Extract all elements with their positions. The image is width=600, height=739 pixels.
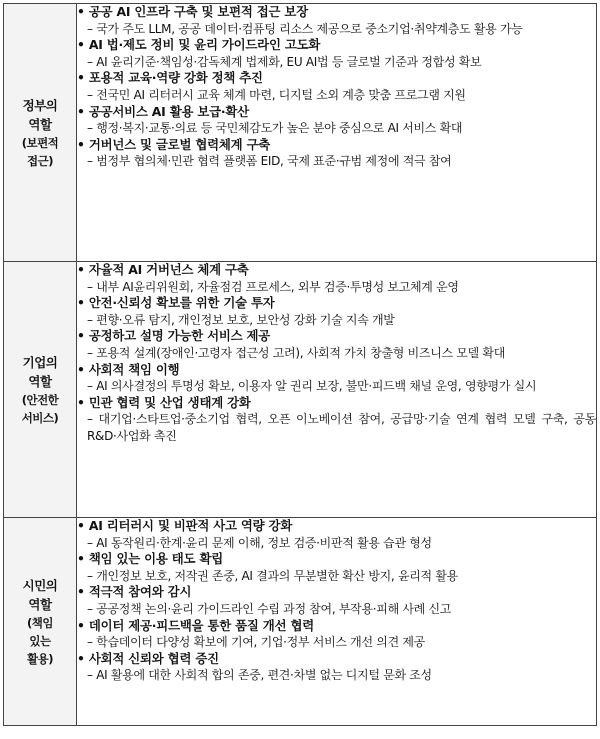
- item-heading: • AI 법·제도 정비 및 윤리 가이드라인 고도화: [77, 37, 321, 53]
- item-heading: • 사회적 책임 이행: [77, 361, 180, 377]
- content-cell-citizen: [77, 518, 597, 726]
- list-item: [77, 70, 596, 103]
- item-heading: • AI 리터러시 및 비판적 사고 역량 강화: [77, 518, 293, 533]
- item-detail: – 행정·복지·교통·의료 등 국민체감도가 높은 분야 중심으로 AI 서비스 확대: [87, 121, 463, 136]
- list-item: [77, 328, 596, 361]
- item-detail: – AI 의사결정의 투명성 확보, 이용자 알 권리 보장, 불만·피드백 채널 운영, 영향평가 실시: [87, 379, 537, 394]
- item-detail: – 내부 AI윤리위원회, 자율점검 프로세스, 외부 검증·투명성 보고체계 운영: [87, 279, 459, 294]
- item-heading: • 공공 AI 인프라 구축 및 보편적 접근 보장: [77, 4, 308, 19]
- list-item: [77, 104, 596, 137]
- item-heading: • 적극적 참여와 감시: [77, 584, 192, 600]
- item-detail: – 범정부 협의체·민관 협력 플랫폼 EID, 국제 표준·규범 제정에 적극 참여: [87, 154, 452, 169]
- item-detail: – AI 윤리기준·책임성·감독체계 법제화, EU AI법 등 글로벌 기준과 정합성 확보: [87, 54, 482, 69]
- role-title-line: 정부의: [22, 97, 58, 113]
- item-detail: – 학습데이터 다양성 확보에 기여, 기업·정부 서비스 개선 의견 제공: [87, 635, 425, 650]
- role-subtitle-line: (안전한: [21, 392, 59, 407]
- item-heading: • 포용적 교육·역량 강화 정책 추진: [77, 70, 263, 86]
- list-item: [77, 395, 596, 445]
- item-heading: • 민관 협력 및 산업 생태계 강화: [77, 394, 251, 410]
- table-row-government: [4, 4, 597, 262]
- list-item: [77, 137, 596, 170]
- item-heading: • 안전·신뢰성 확보를 위한 기술 투자: [77, 295, 275, 311]
- item-detail: – 개인정보 보호, 저작권 존중, AI 결과의 무분별한 확산 방지, 윤리적 활용: [87, 568, 458, 583]
- roles-table: [3, 3, 597, 726]
- item-detail: – 대기업·스타트업·중소기업 협력, 오픈 이노베이션 참여, 공급망·기술 연계 협력 모델 구축, 공동 R&D·사업화 촉진: [87, 412, 596, 443]
- item-detail: – 포용적 설계(장애인·고령자 접근성 고려), 사회적 가치 창출형 비즈니스 모델 확대: [87, 345, 505, 360]
- role-title-line: 시민의: [22, 577, 58, 593]
- list-item: [77, 651, 596, 684]
- item-detail: – 국가 주도 LLM, 공공 데이터·컴퓨팅 리소스 제공으로 중소기업·취약계층도 활용 가능: [87, 21, 523, 36]
- table-row-company: [4, 262, 597, 518]
- list-item: [77, 4, 596, 37]
- item-detail: – AI 동작원리·한계·윤리 문제 이해, 정보 검증·비판적 활용 습관 형성: [87, 535, 432, 550]
- role-subtitle-line: 접근): [27, 153, 53, 168]
- item-heading: • 자율적 AI 거버넌스 체계 구축: [77, 262, 249, 277]
- item-heading: • 데이터 제공·피드백을 통한 품질 개선 협력: [77, 617, 314, 633]
- roles-document: [3, 3, 597, 726]
- role-subtitle-line: 서비스): [21, 410, 59, 425]
- item-detail: – AI 활용에 대한 사회적 합의 존중, 편견·차별 없는 디지털 문화 조성: [87, 668, 432, 683]
- item-detail: – 전국민 AI 리터러시 교육 체계 마련, 디지털 소외 계층 맞춤 프로그램 지원: [87, 87, 466, 102]
- role-title-line: 역할: [28, 596, 52, 612]
- role-cell-company: [4, 262, 77, 518]
- role-title-line: 역할: [28, 116, 52, 132]
- role-subtitle-line: (책임: [27, 615, 53, 630]
- list-item: [77, 618, 596, 651]
- item-heading: • 책임 있는 이용 태도 확립: [77, 551, 223, 567]
- content-cell-government: [77, 4, 597, 262]
- role-title-line: 역할: [28, 373, 52, 389]
- item-heading: • 공정하고 설명 가능한 서비스 제공: [77, 328, 271, 344]
- item-heading: • 사회적 신뢰와 협력 증진: [77, 650, 219, 666]
- table-row-citizen: [4, 518, 597, 726]
- item-heading: • 거버넌스 및 글로벌 협력체계 구축: [77, 136, 271, 152]
- list-item: [77, 551, 596, 584]
- role-subtitle-line: 활용): [27, 651, 53, 666]
- list-item: [77, 362, 596, 395]
- list-item: [77, 37, 596, 70]
- list-item: [77, 262, 596, 295]
- list-item: [77, 295, 596, 328]
- item-detail: – 공공정책 논의·윤리 가이드라인 수립 과정 참여, 부작용·피해 사례 신고: [87, 601, 452, 616]
- list-item: [77, 518, 596, 551]
- item-detail: – 편향·오류 탐지, 개인정보 보호, 보안성 강화 기술 지속 개발: [87, 312, 395, 327]
- role-title-line: 기업의: [22, 354, 58, 370]
- role-subtitle-line: (보편적: [21, 135, 59, 150]
- list-item: [77, 584, 596, 617]
- content-cell-company: [77, 262, 597, 518]
- role-subtitle-line: 있는: [29, 633, 51, 648]
- role-cell-government: [4, 4, 77, 262]
- role-cell-citizen: [4, 518, 77, 726]
- item-heading: • 공공서비스 AI 활용 보급·확산: [77, 103, 249, 119]
